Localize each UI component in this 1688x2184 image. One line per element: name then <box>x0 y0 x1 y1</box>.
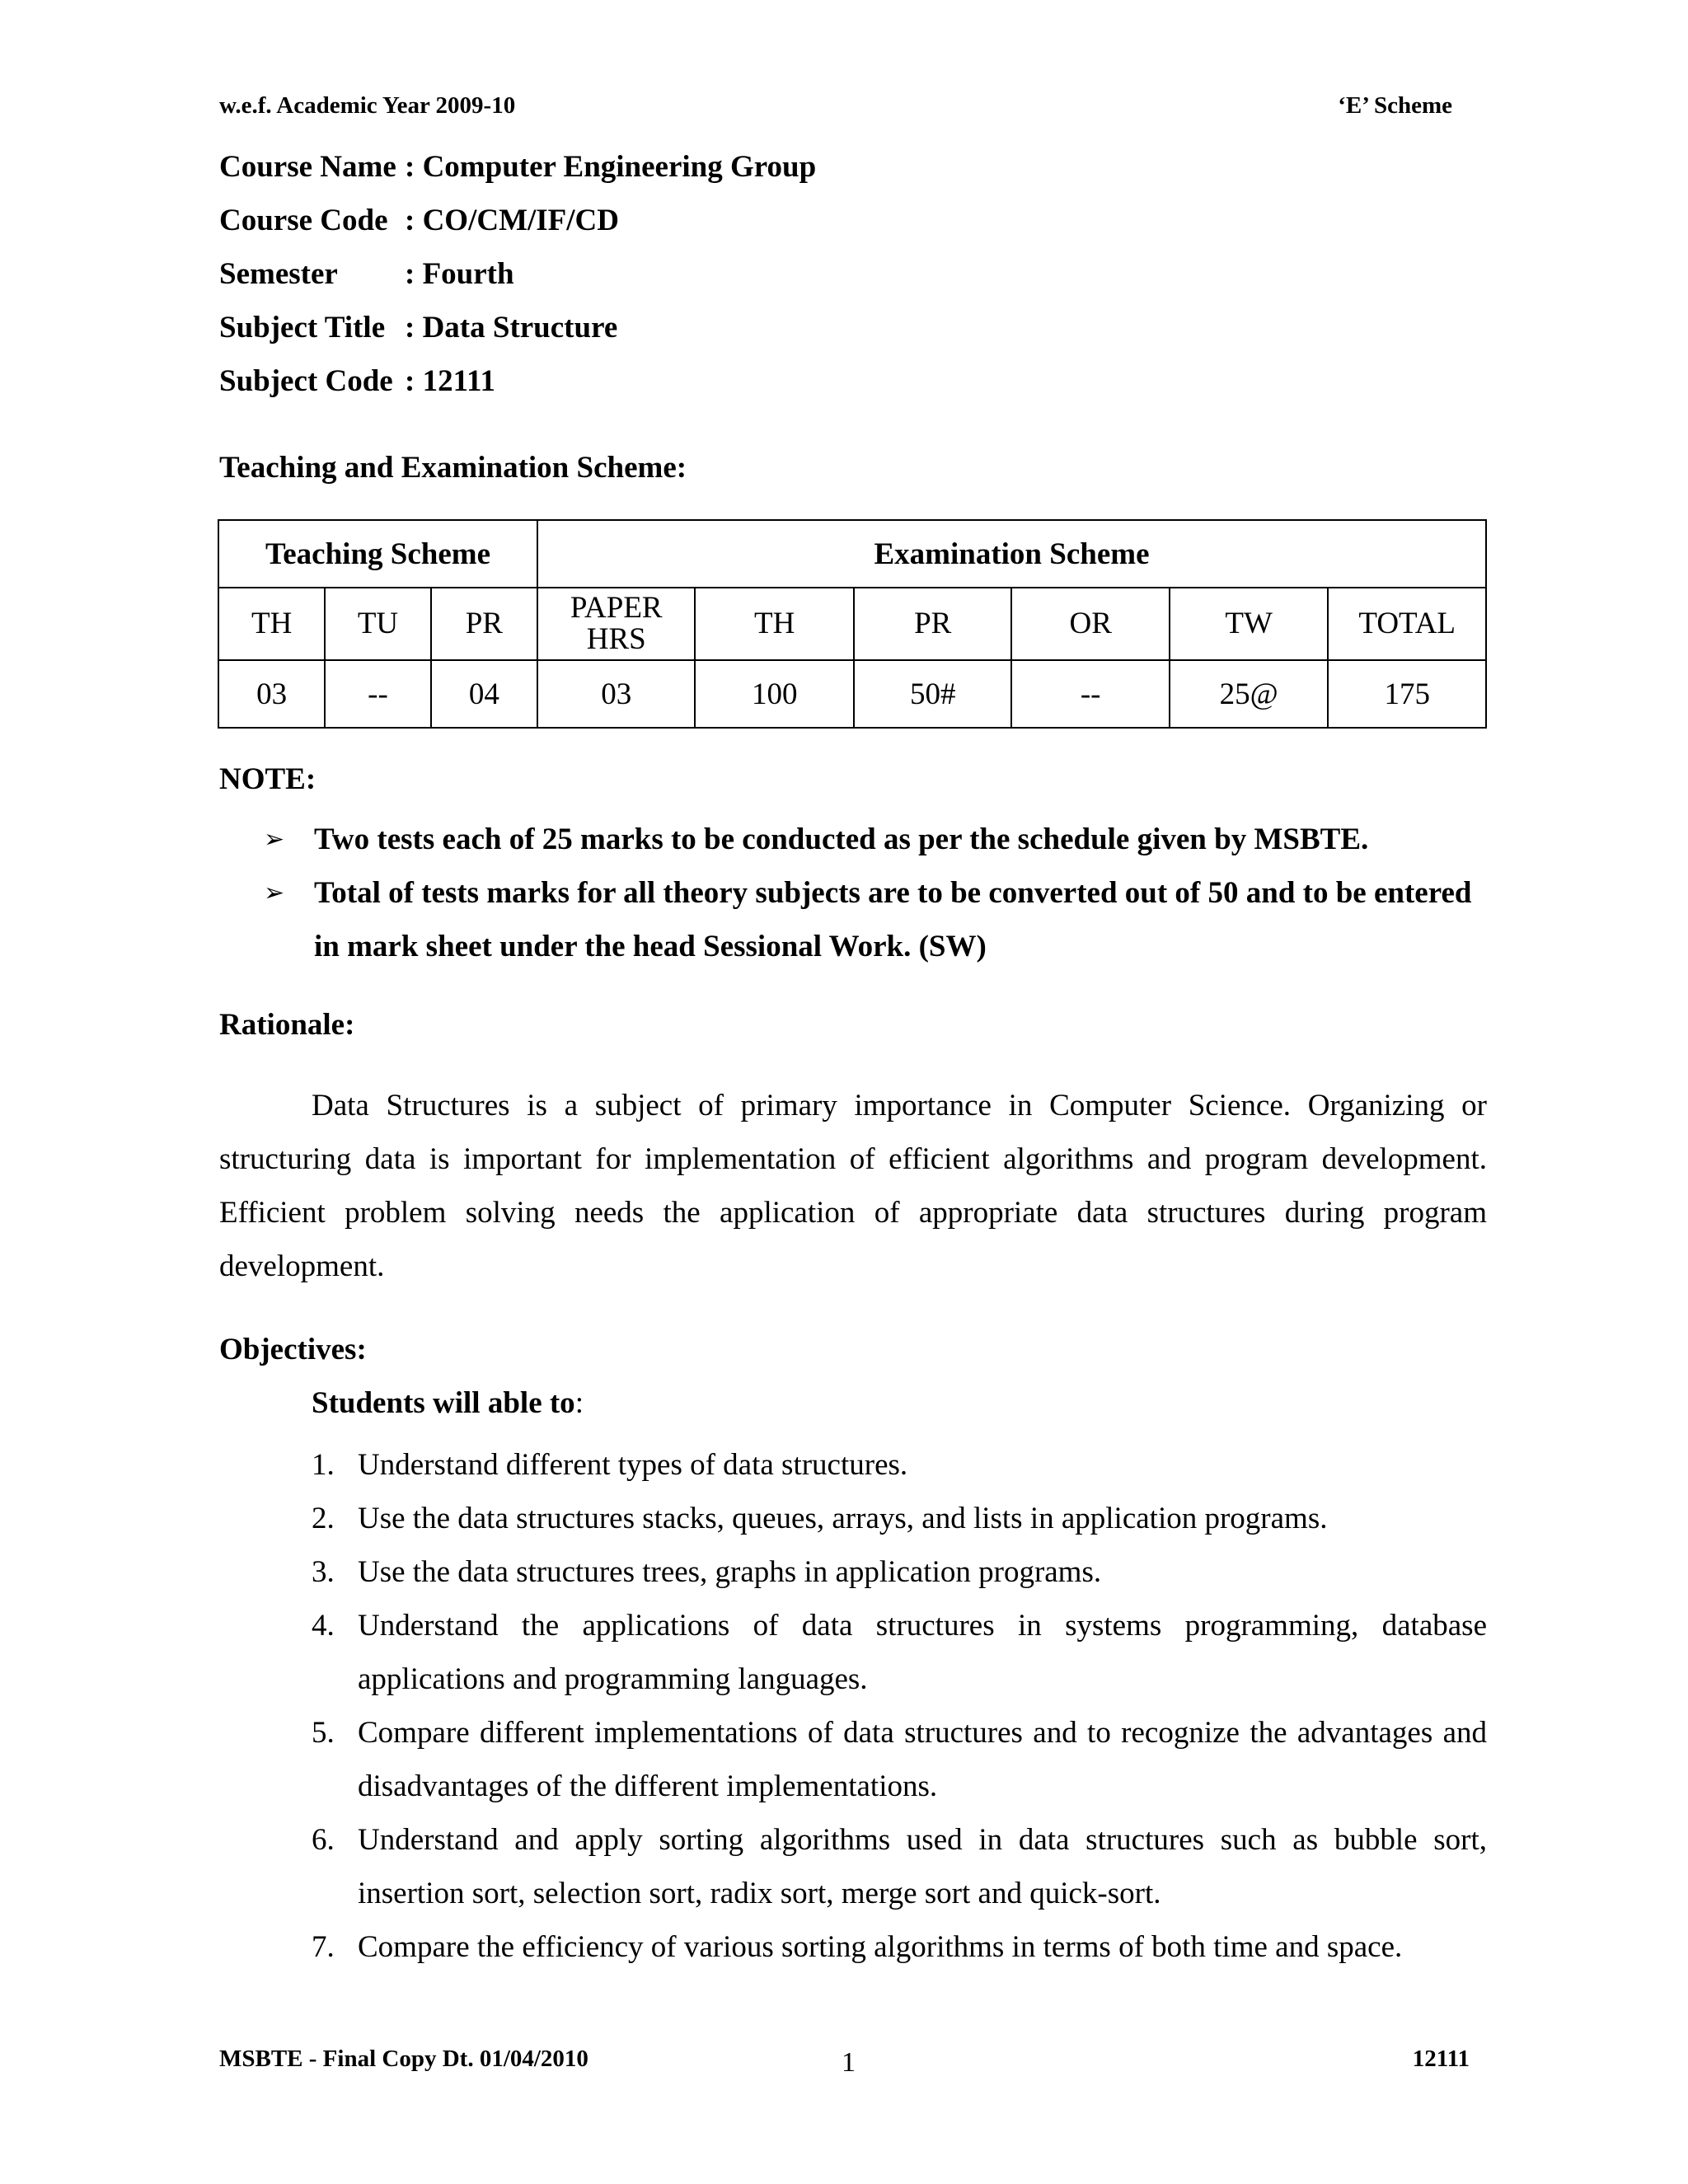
subject-title-row <box>219 306 816 359</box>
objective-item <box>312 1599 1487 1706</box>
objectives-intro-text: Students will able to <box>312 1386 575 1420</box>
subject-code-row <box>219 359 816 413</box>
objective-item <box>312 1545 1487 1599</box>
objective-item <box>312 1813 1487 1920</box>
note-text: Total of tests marks for all theory subjects are to be converted out of 50 and to be entered in mark sheet under the head Sessional Work. (SW) <box>314 876 1472 963</box>
note-item <box>264 813 1500 866</box>
header-scheme: ‘E’ Scheme <box>1338 92 1452 119</box>
objective-number: 1. <box>312 1448 335 1482</box>
col-paper-label: PAPER <box>570 591 663 625</box>
course-code-value: : CO/CM/IF/CD <box>405 204 619 237</box>
objective-number: 3. <box>312 1555 335 1589</box>
semester-label: Semester <box>219 257 338 291</box>
objective-number: 7. <box>312 1930 335 1964</box>
col-teaching-pr: PR <box>431 588 537 660</box>
subject-code-label: Subject Code <box>219 364 393 398</box>
course-name-row <box>219 145 816 199</box>
objectives-intro <box>312 1385 584 1421</box>
objective-text: Understand the applications of data structures in systems programming, database applications and programming languages. <box>358 1609 1487 1696</box>
cell-exam-tw: 25@ <box>1170 660 1329 728</box>
col-teaching-th: TH <box>218 588 325 660</box>
cell-exam-pr: 50# <box>854 660 1011 728</box>
note-heading: NOTE: <box>219 762 316 796</box>
scheme-table <box>218 519 1487 729</box>
col-exam-or: OR <box>1011 588 1169 660</box>
objective-number: 6. <box>312 1823 335 1857</box>
semester-row <box>219 252 816 306</box>
course-name-value: : Computer Engineering Group <box>405 150 817 184</box>
col-teaching-tu: TU <box>325 588 430 660</box>
objective-item <box>312 1438 1487 1492</box>
subject-title-label: Subject Title <box>219 311 386 344</box>
objective-text: Compare the efficiency of various sorting algorithms in terms of both time and space. <box>358 1930 1403 1964</box>
objectives-intro-colon: : <box>574 1386 584 1420</box>
course-info <box>219 145 816 413</box>
cell-teaching-th: 03 <box>218 660 325 728</box>
objective-text: Understand different types of data structures. <box>358 1448 908 1482</box>
cell-exam-total: 175 <box>1328 660 1486 728</box>
col-hrs-label: HRS <box>586 622 646 656</box>
course-code-row <box>219 199 816 252</box>
objective-text: Use the data structures stacks, queues, arrays, and lists in application programs. <box>358 1502 1328 1535</box>
page-number: 1 <box>842 2047 856 2078</box>
objectives-heading: Objectives: <box>219 1333 367 1366</box>
scheme-heading: Teaching and Examination Scheme: <box>219 451 687 485</box>
course-code-label: Course Code <box>219 204 388 237</box>
cell-exam-or: -- <box>1011 660 1169 728</box>
examination-scheme-header: Examination Scheme <box>537 520 1486 588</box>
col-exam-pr: PR <box>854 588 1011 660</box>
objective-number: 2. <box>312 1502 335 1535</box>
col-paper-hrs <box>537 588 695 660</box>
objective-number: 4. <box>312 1609 335 1643</box>
semester-value: : Fourth <box>405 257 514 291</box>
cell-paper-hrs: 03 <box>537 660 695 728</box>
objective-item <box>312 1706 1487 1813</box>
objective-text: Understand and apply sorting algorithms used in data structures such as bubble sort, insertion sort, selection sort, radix sort, merge sort and quick-sort. <box>358 1823 1487 1910</box>
note-item <box>264 866 1500 973</box>
cell-exam-th: 100 <box>695 660 854 728</box>
objective-text: Use the data structures trees, graphs in application programs. <box>358 1555 1102 1589</box>
teaching-scheme-header: Teaching Scheme <box>218 520 537 588</box>
arrow-bullet-icon: ➢ <box>264 825 285 854</box>
objective-number: 5. <box>312 1716 335 1750</box>
objective-text: Compare different implementations of data structures and to recognize the advantages and disadvantages of the different implementations. <box>358 1716 1487 1803</box>
note-text: Two tests each of 25 marks to be conducted as per the schedule given by MSBTE. <box>314 823 1369 856</box>
arrow-bullet-icon: ➢ <box>264 879 285 907</box>
rationale-text: Data Structures is a subject of primary importance in Computer Science. Organizing or structuring data is important for implementation of efficient algorithms and program development. Efficient problem solving needs the application of appropriate data structures during program development. <box>219 1089 1487 1283</box>
subject-code-value: : 12111 <box>405 364 495 398</box>
note-list <box>264 813 1500 973</box>
footer-subject-code: 12111 <box>1412 2046 1470 2072</box>
cell-teaching-pr: 04 <box>431 660 537 728</box>
footer-copy-date: MSBTE - Final Copy Dt. 01/04/2010 <box>219 2046 588 2072</box>
objective-item <box>312 1920 1487 1974</box>
subject-title-value: : Data Structure <box>405 311 618 344</box>
objective-item <box>312 1492 1487 1545</box>
cell-teaching-tu: -- <box>325 660 430 728</box>
objectives-list <box>312 1438 1487 1974</box>
col-exam-total: TOTAL <box>1328 588 1486 660</box>
col-exam-th: TH <box>695 588 854 660</box>
header-academic-year: w.e.f. Academic Year 2009-10 <box>219 92 516 119</box>
rationale-heading: Rationale: <box>219 1008 355 1042</box>
course-name-label: Course Name <box>219 150 396 184</box>
col-exam-tw: TW <box>1170 588 1329 660</box>
